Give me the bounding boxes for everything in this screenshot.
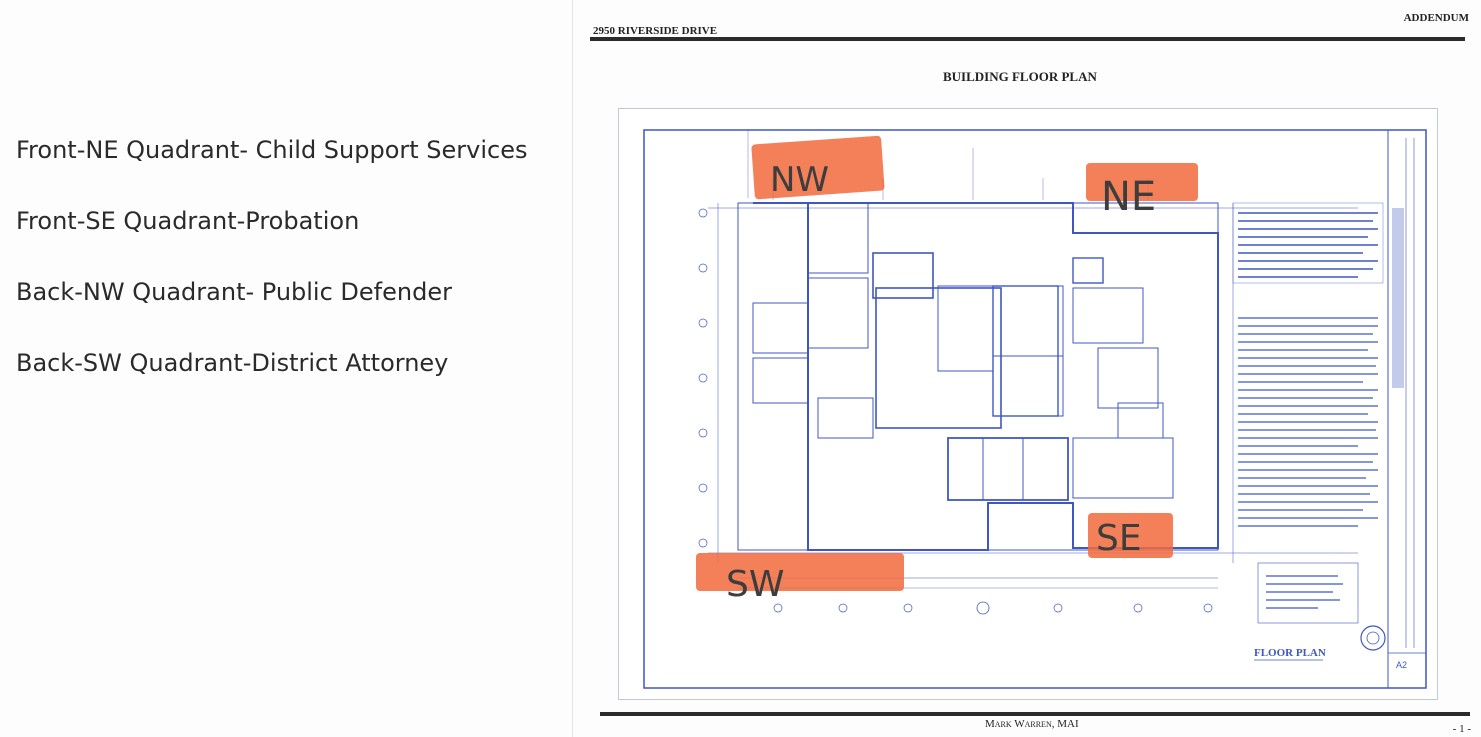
room	[1098, 348, 1158, 408]
room	[948, 438, 1068, 500]
grid-bubble	[699, 539, 707, 547]
room	[753, 303, 808, 353]
legend-item-nw: Back-NW Quadrant- Public Defender	[16, 278, 452, 306]
header-rule	[590, 37, 1465, 41]
room	[873, 253, 933, 298]
grid-bubble	[699, 374, 707, 382]
room	[993, 286, 1058, 416]
header-address: 2950 RIVERSIDE DRIVE	[593, 25, 718, 37]
footer-appraiser: Mark Warren, MAI	[985, 718, 1079, 730]
title-strip-band	[1392, 208, 1404, 388]
grid-bubble	[1204, 604, 1212, 612]
grid-bubble	[699, 209, 707, 217]
grid-bubble	[699, 319, 707, 327]
grid-bubble	[904, 604, 912, 612]
room	[1073, 288, 1143, 343]
seal-icon	[1361, 626, 1385, 650]
label-nw: NW	[770, 160, 830, 200]
grid-bubble	[839, 604, 847, 612]
room	[938, 286, 993, 371]
room	[753, 358, 808, 403]
legend-item-ne: Front-NE Quadrant- Child Support Services	[16, 136, 528, 164]
section-title: BUILDING FLOOR PLAN	[943, 69, 1097, 84]
room	[993, 356, 1063, 416]
room	[818, 398, 873, 438]
general-notes	[1233, 203, 1383, 526]
legend-item-se: Front-SE Quadrant-Probation	[16, 207, 360, 235]
header-section: ADDENDUM	[1403, 12, 1469, 24]
architect-info-box	[1258, 563, 1358, 623]
grid-bubble	[699, 429, 707, 437]
drawing-title: FLOOR PLAN	[1254, 647, 1326, 659]
room	[993, 286, 1063, 356]
legend-item-sw: Back-SW Quadrant-District Attorney	[16, 349, 449, 377]
grid-bubble	[699, 264, 707, 272]
grid-bubble	[774, 604, 782, 612]
grid-bubble	[1134, 604, 1142, 612]
label-ne: NE	[1101, 174, 1157, 220]
room	[1073, 258, 1103, 283]
quadrant-legend	[16, 133, 528, 417]
sheet-number: A2	[1396, 660, 1408, 670]
label-se: SE	[1096, 518, 1142, 559]
floor-plan-drawing	[618, 108, 1438, 700]
room	[808, 203, 868, 273]
seal-icon-inner	[1367, 632, 1379, 644]
label-sw: SW	[726, 564, 785, 605]
room	[1073, 438, 1173, 498]
room	[808, 278, 868, 348]
grid-bubble	[977, 602, 989, 614]
page-edge-divider	[572, 0, 573, 737]
footer-rule	[600, 712, 1470, 716]
grid-bubble	[1054, 604, 1062, 612]
grid-bubble	[699, 484, 707, 492]
page-number: - 1 -	[1452, 723, 1471, 735]
